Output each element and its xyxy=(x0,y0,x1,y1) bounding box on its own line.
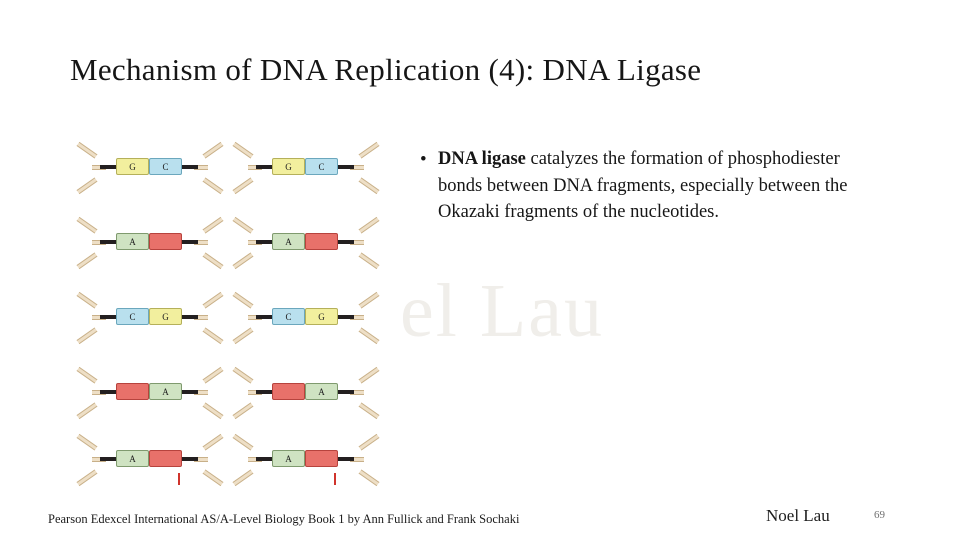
sugar-icon xyxy=(230,443,256,477)
base-box: A xyxy=(116,233,149,250)
sugar-icon xyxy=(74,151,100,185)
nucleotide-pair xyxy=(70,220,230,266)
phosphate-bond xyxy=(100,390,116,394)
base-box: C xyxy=(305,158,338,175)
nucleotide-pair xyxy=(226,220,386,266)
base-box xyxy=(305,233,338,250)
nucleotide-pair xyxy=(226,145,386,191)
phosphate-bond xyxy=(256,315,272,319)
phosphate-bond xyxy=(182,240,198,244)
sugar-icon xyxy=(356,151,382,185)
sugar-icon xyxy=(74,226,100,260)
phosphate-bond xyxy=(338,165,354,169)
base-box: C xyxy=(116,308,149,325)
nucleotide-pair xyxy=(226,437,386,483)
phosphate-bond xyxy=(256,165,272,169)
nucleotide-pair xyxy=(70,295,230,341)
author-name: Noel Lau xyxy=(766,506,830,525)
base-box: G xyxy=(149,308,182,325)
sugar-icon xyxy=(230,151,256,185)
nucleotide-pair xyxy=(70,370,230,416)
sugar-icon xyxy=(200,301,226,335)
base-box xyxy=(116,383,149,400)
nick-marker xyxy=(178,473,180,485)
dna-diagram xyxy=(70,145,410,485)
page-number: 69 xyxy=(874,509,885,521)
phosphate-bond xyxy=(182,165,198,169)
sugar-icon xyxy=(200,443,226,477)
sugar-icon xyxy=(230,376,256,410)
nick-marker xyxy=(334,473,336,485)
base-box: A xyxy=(116,450,149,467)
nucleotide-pair xyxy=(226,295,386,341)
phosphate-bond xyxy=(256,240,272,244)
source-credit: Pearson Edexcel International AS/A-Level Biology Book 1 by Ann Fullick and Frank Sochaki xyxy=(48,512,520,526)
phosphate-bond xyxy=(100,240,116,244)
sugar-icon xyxy=(356,226,382,260)
phosphate-bond xyxy=(338,390,354,394)
sugar-icon xyxy=(74,443,100,477)
sugar-icon xyxy=(200,376,226,410)
dna-strand-left xyxy=(70,145,230,485)
phosphate-bond xyxy=(182,315,198,319)
phosphate-bond xyxy=(256,457,272,461)
phosphate-bond xyxy=(100,315,116,319)
base-box: G xyxy=(305,308,338,325)
sugar-icon xyxy=(230,301,256,335)
base-box: G xyxy=(272,158,305,175)
phosphate-bond xyxy=(338,240,354,244)
sugar-icon xyxy=(230,226,256,260)
base-box: A xyxy=(272,233,305,250)
list-item xyxy=(420,146,860,226)
base-box: A xyxy=(305,383,338,400)
base-box xyxy=(305,450,338,467)
sugar-icon xyxy=(200,151,226,185)
base-box: A xyxy=(149,383,182,400)
phosphate-bond xyxy=(182,457,198,461)
nucleotide-pair xyxy=(70,437,230,483)
bullet-marker: • xyxy=(420,149,427,170)
dna-strand-right xyxy=(226,145,386,485)
phosphate-bond xyxy=(338,457,354,461)
phosphate-bond xyxy=(182,390,198,394)
phosphate-bond xyxy=(338,315,354,319)
base-box: G xyxy=(116,158,149,175)
base-box: C xyxy=(272,308,305,325)
base-box: A xyxy=(272,450,305,467)
sugar-icon xyxy=(200,226,226,260)
bullet-list xyxy=(420,146,860,226)
sugar-icon xyxy=(74,376,100,410)
base-box xyxy=(149,450,182,467)
phosphate-bond xyxy=(100,457,116,461)
sugar-icon xyxy=(356,376,382,410)
page-title: Mechanism of DNA Replication (4): DNA Ligase xyxy=(70,52,702,87)
base-box: C xyxy=(149,158,182,175)
base-box xyxy=(272,383,305,400)
sugar-icon xyxy=(356,301,382,335)
bullet-paragraph xyxy=(438,146,860,226)
sugar-icon xyxy=(356,443,382,477)
phosphate-bond xyxy=(100,165,116,169)
nucleotide-pair xyxy=(226,370,386,416)
bullet-body: catalyzes the formation of phosphodiester bonds between DNA fragments, especially between the Okazaki fragments of the nucleotides. xyxy=(438,149,848,222)
watermark-text: el Lau xyxy=(400,269,605,353)
phosphate-bond xyxy=(256,390,272,394)
base-box xyxy=(149,233,182,250)
bullet-bold-lead: DNA ligase xyxy=(438,149,526,169)
sugar-icon xyxy=(74,301,100,335)
nucleotide-pair xyxy=(70,145,230,191)
